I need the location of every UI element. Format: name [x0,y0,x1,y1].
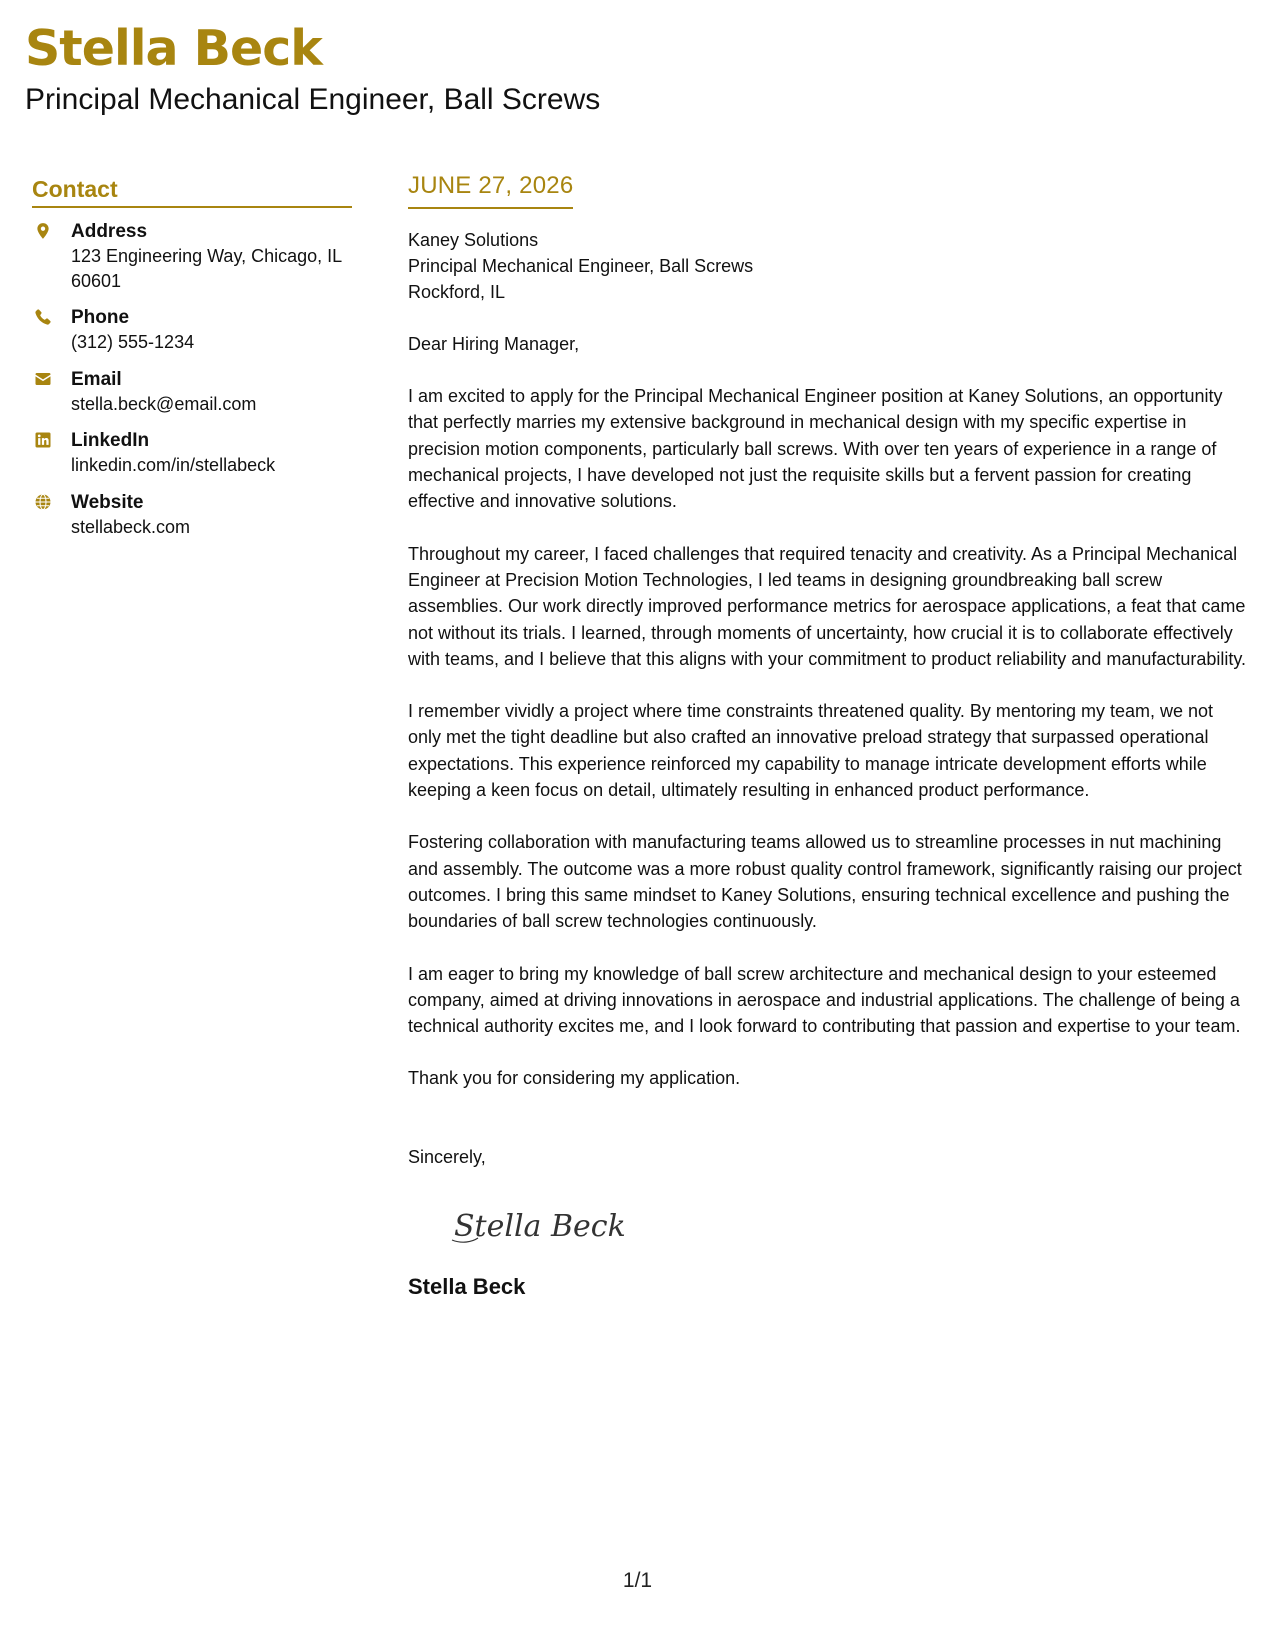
applicant-name: Stella Beck [25,20,322,77]
contact-label: LinkedIn [71,430,150,452]
contact-label: Email [71,368,122,390]
globe-icon [34,493,52,511]
body-paragraph: Fostering collaboration with manufacturing teams allowed us to streamline processes in nut machining and assembly. The outcome was a more robust quality control framework, significantly raising our project outcomes. I bring this same mindset to Kaney Solutions, ensuring technical excellence and pushing the boundaries of ball screw technologies continuously. [408,832,1242,932]
contact-label: Phone [71,307,130,329]
cover-letter [408,170,1248,1301]
linkedin-value: linkedin.com/in/stellabeck [71,455,276,476]
map-pin-icon [34,222,52,240]
signature [448,1200,648,1250]
contact-label: Website [71,491,144,513]
email-value: stella.beck@email.com [71,393,257,414]
contact-label: Address [71,221,148,243]
contact-item-email [32,368,352,417]
signer-name: Stella Beck [408,1273,526,1299]
contact-list [32,220,352,539]
contact-sidebar [32,176,352,552]
body-paragraph: I am eager to bring my knowledge of ball screw architecture and mechanical design to your esteemed company, aimed at driving innovations in aerospace and industrial applications. The challenge of being a technical authority excites me, and I look forward to contributing that passion and expertise to your team. [408,963,1241,1037]
body-paragraph: Throughout my career, I faced challenges that required tenacity and creativity. As a Principal Mechanical Engineer at Precision Motion Technologies, I led teams in designing groundbreaking ball screw assemblies. Our work directly improved performance metrics for aerospace applications, a feat that came not without its trials. I learned, through moments of uncertainty, how crucial it is to collaborate effectively with teams, and I believe that this aligns with your commitment to product reliability and manufacturability. [408,543,1247,669]
signature-text: Stella Beck [454,1208,626,1244]
contact-item-address [32,220,352,293]
address-value: 123 Engineering Way, Chicago, IL 60601 [71,246,342,291]
recipient-block [408,227,1248,305]
letter-date: JUNE 27, 2026 [408,170,573,209]
body-paragraph: I am excited to apply for the Principal Mechanical Engineer position at Kaney Solutions, an opportunity that perfectly marries my extensive background in mechanical design with my specific expertise in precision motion components, particularly ball screws. With over ten years of experience in a range of mechanical projects, I have developed not just the requisite skills but a fervent passion for creating effective and innovative solutions. [408,386,1223,512]
contact-item-phone [32,306,352,355]
body-paragraph: I remember vividly a project where time constraints threatened quality. By mentoring my team, we not only met the tight deadline but also crafted an innovative preload strategy that surpassed operational expectations. This experience reinforced my capability to manage intricate development efforts while keeping a keen focus on detail, ultimately resulting in enhanced product performance. [408,701,1214,801]
phone-value: (312) 555-1234 [71,332,195,353]
website-value: stellabeck.com [71,516,191,537]
applicant-title: Principal Mechanical Engineer, Ball Screws [25,83,601,116]
closing-thanks: Thank you for considering my application. [408,1068,741,1089]
closing: Sincerely, [408,1146,486,1167]
contact-heading: Contact [32,176,352,208]
envelope-icon [34,370,52,388]
page-number: 1/1 [622,1569,653,1592]
linkedin-icon [34,431,52,449]
contact-item-linkedin [32,429,352,478]
recipient-company: Kaney Solutions [408,230,539,251]
recipient-position: Principal Mechanical Engineer, Ball Screws [408,256,754,277]
contact-item-website [32,491,352,540]
salutation: Dear Hiring Manager, [408,334,580,355]
recipient-location: Rockford, IL [408,282,506,303]
phone-icon [34,308,52,326]
